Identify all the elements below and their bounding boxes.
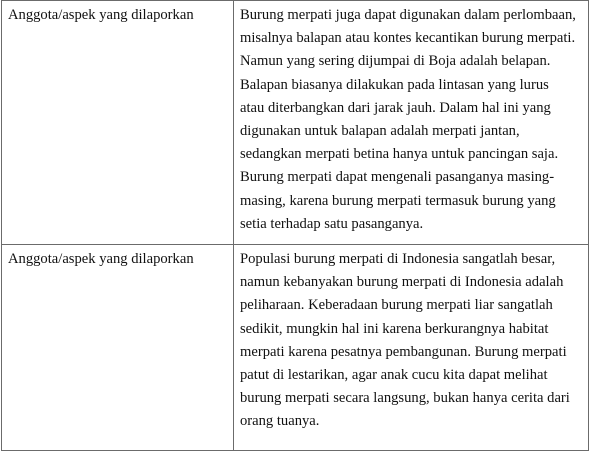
aspect-label: Anggota/aspek yang dilaporkan [8,7,194,23]
aspect-label-cell [2,1,234,245]
content-cell [234,245,589,451]
report-table [1,0,589,451]
aspect-label-cell [2,245,234,451]
table-row [2,245,589,451]
content-text: Populasi burung merpati di Indonesia sangatlah besar, namun kebanyakan burung merpati di Indonesia adalah peliharaan. Keberadaan burung merpati liar sangatlah sedikit, mungkin hal ini karena berkurangnya habitat merpati karena pesatnya pembangunan. Burung merpati patut di lestarikan, agar anak cucu kita dapat melihat burung merpati secara langsung, bukan hanya cerita dari orang tuanya. [240,251,570,430]
content-text: Burung merpati juga dapat digunakan dalam perlombaan, misalnya balapan atau kontes kecantikan burung merpati. Namun yang sering dijumpai di Boja adalah belapan. Balapan biasanya dilakukan pada lintasan yang lurus atau diterbangkan dari jarak jauh. Dalam hal ini yang digunakan untuk balapan adalah merpati jantan, sedangkan merpati betina hanya untuk pancingan saja. Burung merpati dapat mengenali pasanganya masing-masing, karena burung merpati termasuk burung yang setia terhadap satu pasanganya. [240,7,576,232]
table-row [2,1,589,245]
aspect-label: Anggota/aspek yang dilaporkan [8,251,194,267]
content-cell [234,1,589,245]
